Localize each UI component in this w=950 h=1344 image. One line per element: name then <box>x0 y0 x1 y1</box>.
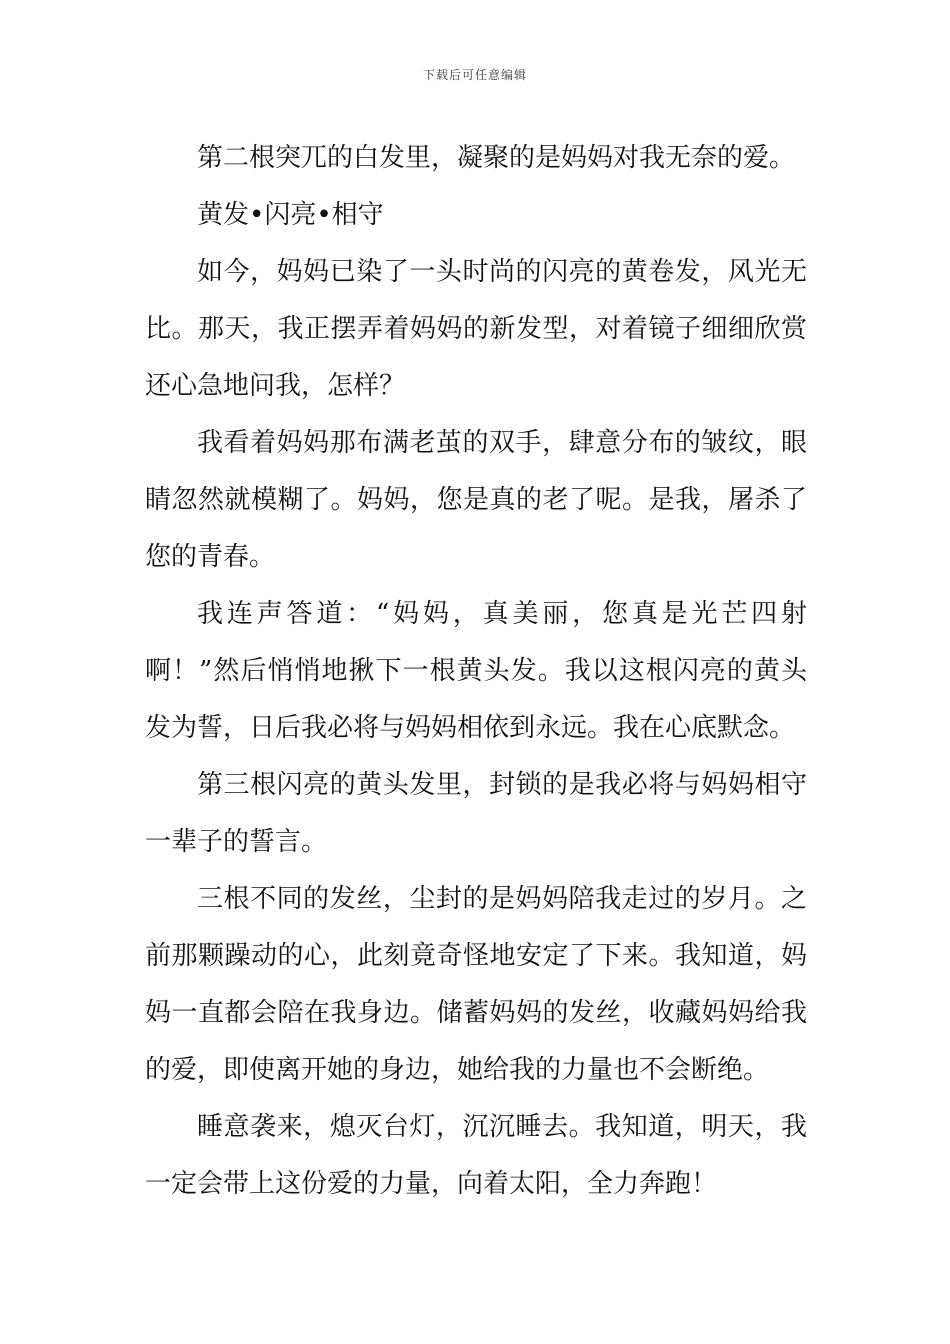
paragraph: 三根不同的发丝，尘封的是妈妈陪我走过的岁月。之前那颗躁动的心，此刻竟奇怪地安定了下来。我知道，妈妈一直都会陪在我身边。储蓄妈妈的发丝，收藏妈妈给我的爱，即使离开她的身边，她给我的力量也不会断绝。 <box>145 884 807 1085</box>
paragraph: 第三根闪亮的黄头发里，封锁的是我必将与妈妈相守一辈子的誓言。 <box>145 770 807 857</box>
paragraph: 我连声答道：“妈妈，真美丽，您真是光芒四射啊！”然后悄悄地揪下一根黄头发。我以这根闪亮的黄头发为誓，日后我必将与妈妈相依到永远。我在心底默念。 <box>145 599 807 743</box>
paragraph: 如今，妈妈已染了一头时尚的闪亮的黄卷发，风光无比。那天，我正摆弄着妈妈的新发型，对着镜子细细欣赏还心急地问我，怎样？ <box>145 257 807 401</box>
paragraph: 睡意袭来，熄灭台灯，沉沉睡去。我知道，明天，我一定会带上这份爱的力量，向着太阳，全力奔跑！ <box>145 1112 807 1199</box>
page-header-note: 下载后可任意编辑 <box>422 68 527 82</box>
paragraph: 第二根突兀的白发里，凝聚的是妈妈对我无奈的爱。 <box>197 143 796 173</box>
document-body <box>145 130 807 1213</box>
section-heading: 黄发•闪亮•相守 <box>197 200 384 230</box>
paragraph: 我看着妈妈那布满老茧的双手，肆意分布的皱纹，眼睛忽然就模糊了。妈妈，您是真的老了呢。是我，屠杀了您的青春。 <box>145 428 807 572</box>
